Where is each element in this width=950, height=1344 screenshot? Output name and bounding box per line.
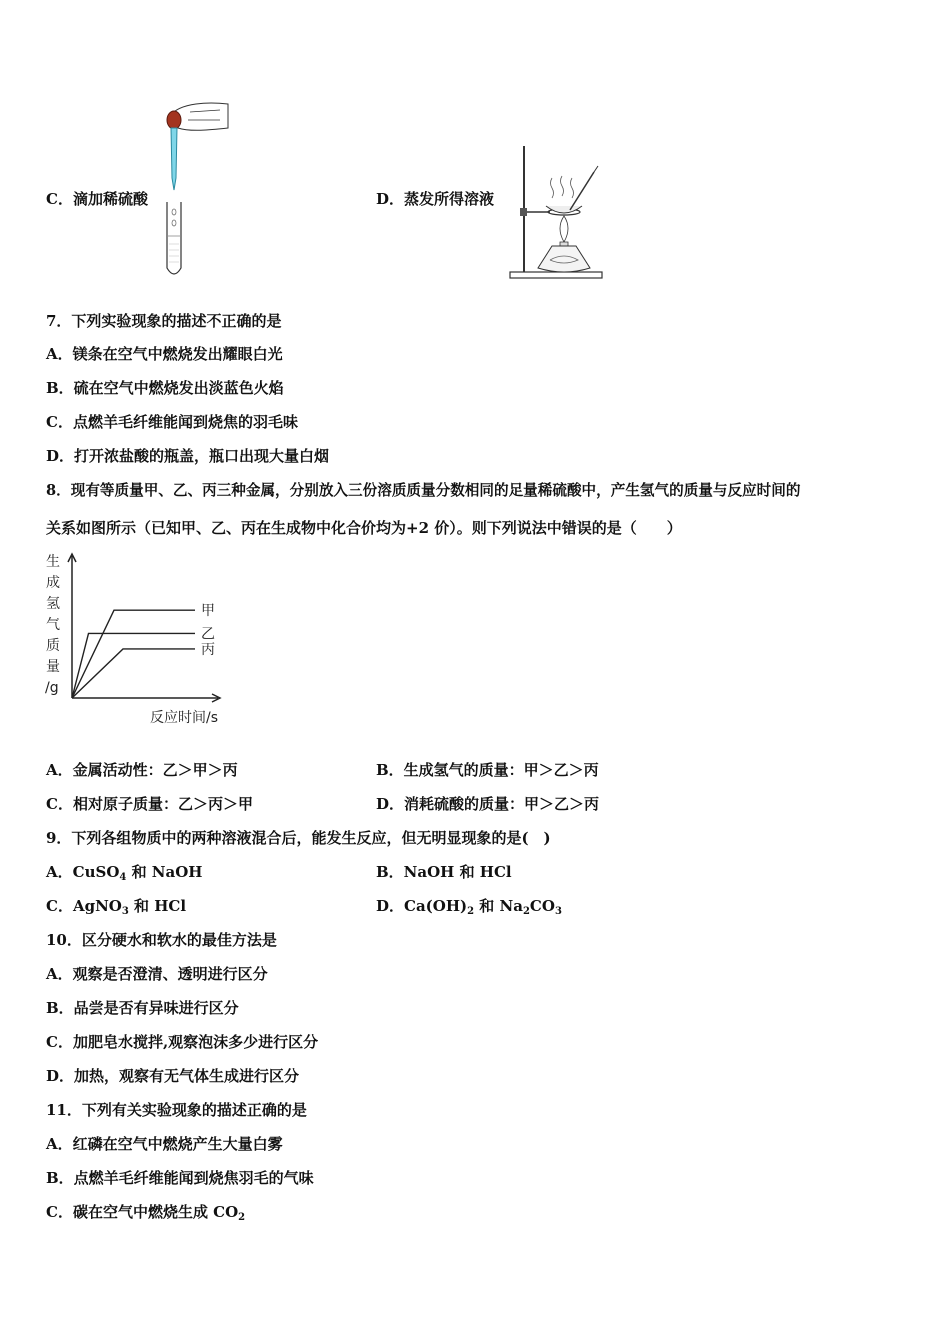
dropper-test-tube-figure — [150, 98, 240, 280]
q8-option-c: C．相对原子质量：乙＞丙＞甲 — [46, 795, 253, 813]
chart-series — [72, 603, 215, 698]
q8-stem-line2: 关系如图所示（已知甲、乙、丙在生成物中化合价均为+2 价）。则下列说法中错误的是（ ） — [46, 519, 682, 537]
q10-option-a: A．观察是否澄清、透明进行区分 — [46, 965, 268, 983]
q10-option-b: B．品尝是否有异味进行区分 — [46, 999, 239, 1017]
chart-series-label-3: 丙 — [201, 641, 215, 658]
chart-y-label-char: 气 — [46, 617, 60, 633]
q9-option-c: C．AgNO$_3$ 和 HCl — [46, 897, 187, 917]
q9-option-a: A．CuSO$_4$ 和 NaOH — [46, 863, 203, 883]
hydrogen-mass-chart — [40, 548, 240, 730]
q11-stem: 11．下列有关实验现象的描述正确的是 — [46, 1101, 307, 1119]
q11-option-b: B．点燃羊毛纤维能闻到烧焦羽毛的气味 — [46, 1169, 314, 1187]
q9-option-d: D．$Ca(OH)_2$ 和 $Na_2CO_3$ — [376, 897, 562, 917]
q11-option-c: C．碳在空气中燃烧生成 $CO_2$ — [46, 1203, 246, 1223]
chart-y-label-char: 成 — [46, 575, 60, 591]
chart-series-line-3 — [72, 649, 195, 698]
q8-stem-line1: 8．现有等质量甲、乙、丙三种金属，分别放入三份溶质质量分数相同的足量稀硫酸中，产生氢气的质量与反应时间的 — [46, 482, 801, 499]
chart-y-unit: /g — [45, 680, 59, 696]
q7-option-c: C．点燃羊毛纤维能闻到烧焦的羽毛味 — [46, 413, 298, 431]
chart-y-label — [46, 553, 60, 675]
chart-series-line-1 — [72, 610, 195, 698]
q7-stem: 7．下列实验现象的描述不正确的是 — [46, 312, 282, 330]
q8-option-d: D．消耗硫酸的质量：甲＞乙＞丙 — [376, 795, 600, 813]
chart-series-label-1: 甲 — [201, 603, 215, 620]
q7-option-a: A．镁条在空气中燃烧发出耀眼白光 — [46, 345, 283, 363]
chart-y-label-char: 氢 — [46, 596, 60, 612]
chart-series-label-2: 乙 — [201, 626, 215, 643]
q10-option-c: C．加肥皂水搅拌,观察泡沫多少进行区分 — [46, 1033, 319, 1051]
q6-option-c: C．滴加稀硫酸 — [46, 190, 148, 208]
q10-stem: 10．区分硬水和软水的最佳方法是 — [46, 931, 277, 949]
chart-y-label-char: 量 — [46, 659, 60, 675]
q8-option-b: B．生成氢气的质量：甲＞乙＞丙 — [376, 761, 599, 779]
q7-option-d: D．打开浓盐酸的瓶盖，瓶口出现大量白烟 — [46, 447, 330, 465]
chart-x-label: 反应时间/s — [150, 710, 219, 726]
q6-option-d: D．蒸发所得溶液 — [376, 190, 495, 208]
q9-option-b: B．NaOH 和 HCl — [376, 863, 512, 881]
q11-option-a: A．红磷在空气中燃烧产生大量白雾 — [46, 1135, 283, 1153]
q7-option-b: B．硫在空气中燃烧发出淡蓝色火焰 — [46, 379, 284, 397]
chart-y-label-char: 生 — [46, 554, 60, 570]
q8-option-a: A．金属活动性：乙＞甲＞丙 — [46, 761, 238, 779]
q9-stem: 9．下列各组物质中的两种溶液混合后，能发生反应，但无明显现象的是( ) — [46, 829, 551, 847]
chart-y-label-char: 质 — [46, 638, 60, 654]
chart-series-line-2 — [72, 633, 195, 698]
q10-option-d: D．加热，观察有无气体生成进行区分 — [46, 1067, 300, 1085]
evaporation-apparatus-figure — [506, 142, 608, 282]
